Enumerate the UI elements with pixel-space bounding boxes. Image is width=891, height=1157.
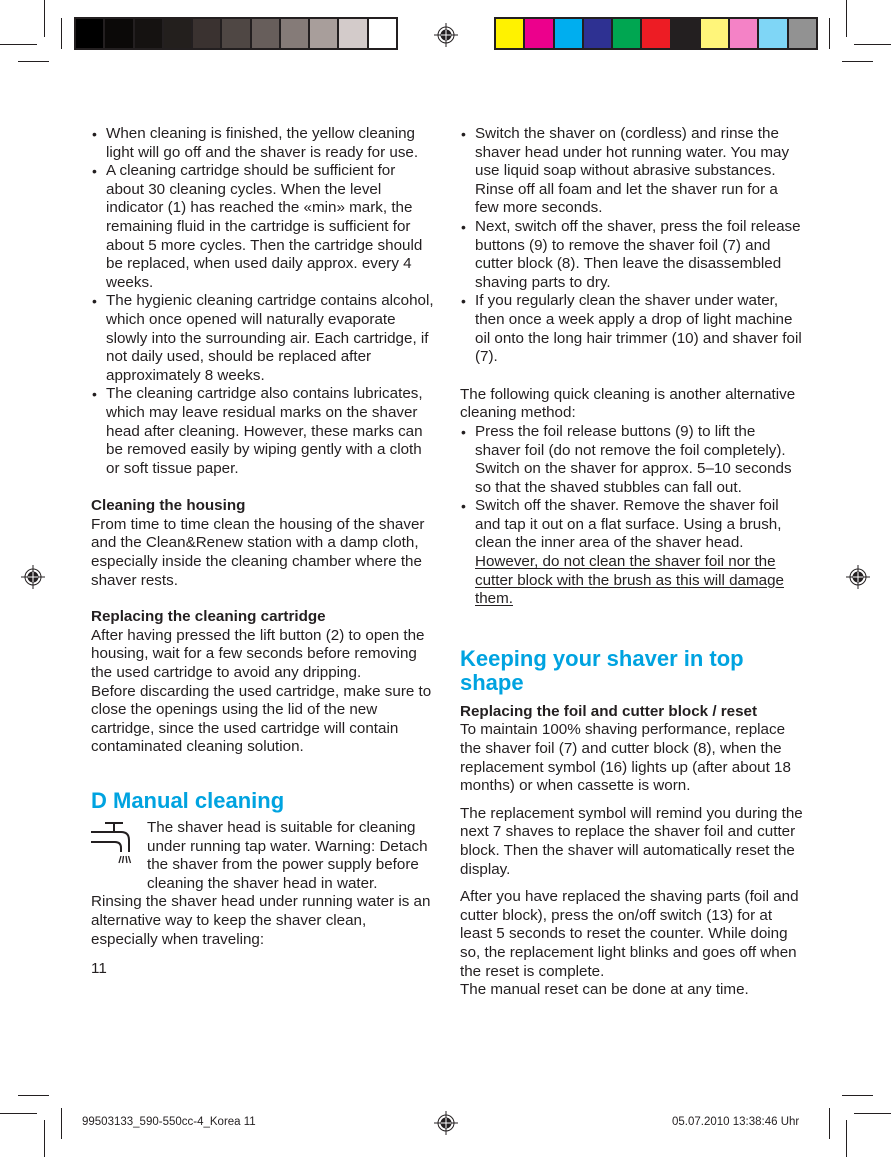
color-swatch [308, 19, 337, 48]
tap-water-text: The shaver head is suitable for cleaning under running tap water. Warning: Detach the shaver from the power supply before cleaning the shaver head in water. [147, 819, 428, 892]
color-swatch [76, 19, 103, 48]
color-swatch [250, 19, 279, 48]
cartridge-text-1: After having pressed the lift button (2) to open the housing, wait for a few seconds before removing the used cartridge to avoid any dripping. [91, 626, 425, 682]
rinse-steps-list [460, 125, 805, 367]
list-item: • When cleaning is finished, the yellow cleaning light will go off and the shaver is ready for use. [91, 125, 436, 162]
crop-mark [854, 1113, 891, 1114]
color-swatch [279, 19, 308, 48]
color-calibration-bar [494, 17, 818, 50]
crop-mark [44, 0, 45, 37]
list-item [460, 497, 805, 609]
color-swatch [191, 19, 220, 48]
manual-cleaning-heading: D Manual cleaning [91, 788, 285, 813]
registration-mark-icon [433, 22, 459, 48]
crop-mark [846, 0, 847, 37]
manual-reset-text: The manual reset can be done at any time. [460, 981, 749, 999]
cartridge-heading: Replacing the cleaning cartridge [91, 608, 326, 626]
cleaning-notes-list [91, 125, 436, 478]
color-swatch [582, 19, 611, 48]
color-swatch [728, 19, 757, 48]
color-swatch [757, 19, 786, 48]
keeping-shape-heading: Keeping your shaver in top shape [460, 645, 744, 695]
list-item: • Switch the shaver on (cordless) and rinse the shaver head under hot running water. You may use liquid soap without abrasive substances. Rinse off all foam and let the shaver run for a few more seconds. [460, 125, 805, 218]
crop-mark [854, 44, 891, 45]
housing-heading: Cleaning the housing [91, 497, 246, 515]
replacing-foil-heading: Replacing the foil and cutter block / reset [460, 702, 758, 720]
color-swatch [220, 19, 249, 48]
crop-mark [18, 1095, 49, 1096]
color-swatch [162, 19, 191, 48]
color-swatch [133, 19, 162, 48]
crop-mark [18, 61, 49, 62]
crop-mark [61, 1108, 62, 1139]
color-swatch [670, 19, 699, 48]
tap-water-note [91, 819, 436, 893]
crop-mark [842, 61, 873, 62]
reset-text: After you have replaced the shaving parts (foil and cutter block), press the on/off switch (13) for at least 5 seconds to reset the counter. While doing so, the replacement light blinks and goes off when the reset is complete. [460, 888, 799, 980]
list-item: • A cleaning cartridge should be sufficient for about 30 cleaning cycles. When the level indicator (1) has reached the «min» mark, the remaining fluid in the cartridge is sufficient for about 5 more cycles. Then the cartridge should be replaced, when used daily approx. every 4 weeks. [91, 162, 436, 292]
list-item: • Next, switch off the shaver, press the foil release buttons (9) to remove the shaver foil (7) and cutter block (8). Then leave the disassembled shaving parts to dry. [460, 218, 805, 292]
tap-water-icon [91, 820, 137, 864]
list-item: • Press the foil release buttons (9) to lift the shaver foil (do not remove the foil completely). Switch on the shaver for approx. 5–10 seconds so that the shaved stubbles can fall out. [460, 423, 805, 497]
crop-mark [842, 1095, 873, 1096]
replacing-foil-text: To maintain 100% shaving performance, replace the shaver foil (7) and cutter block (8), when the replacement symbol (16) lights up (after about 18 months) or when cassette is worn. [460, 721, 791, 795]
color-swatch [103, 19, 132, 48]
registration-mark-icon [845, 564, 871, 590]
left-column [91, 125, 436, 979]
cartridge-text-2: Before discarding the used cartridge, make sure to close the openings using the lid of the new cartridge, since the used cartridge will contain contaminated cleaning solution. [91, 682, 432, 756]
color-swatch [553, 19, 582, 48]
crop-mark [829, 1108, 830, 1139]
crop-mark [0, 44, 37, 45]
color-swatch [699, 19, 728, 48]
color-swatch [367, 19, 396, 48]
page-number: 11 [91, 960, 107, 978]
quick-cleaning-list [460, 423, 805, 609]
housing-text: From time to time clean the housing of the shaver and the Clean&Renew station with a damp cloth, especially inside the cleaning chamber where the shaver rests. [91, 515, 425, 589]
color-swatch [640, 19, 669, 48]
crop-mark [829, 18, 830, 49]
right-column [460, 125, 805, 1000]
registration-mark-icon [20, 564, 46, 590]
grayscale-calibration-bar [74, 17, 398, 50]
color-swatch [337, 19, 366, 48]
color-swatch [523, 19, 552, 48]
color-swatch [611, 19, 640, 48]
registration-mark-icon [433, 1110, 459, 1136]
manual-cleaning-text: Rinsing the shaver head under running water is an alternative way to keep the shaver clean, especially when traveling: [91, 893, 431, 948]
list-item: • The cleaning cartridge also contains lubricates, which may leave residual marks on the shaver head after cleaning. However, these marks can be removed easily by wiping gently with a cloth or soft tissue paper. [91, 385, 436, 478]
list-item: • The hygienic cleaning cartridge contains alcohol, which once opened will naturally evaporate slowly into the surrounding air. Each cartridge, if not daily used, should be replaced after approximately 8 weeks. [91, 292, 436, 385]
quick-cleaning-intro: The following quick cleaning is another alternative cleaning method: [460, 385, 796, 422]
list-item: • If you regularly clean the shaver under water, then once a week apply a drop of light machine oil onto the long hair trimmer (10) and shaver foil (7). [460, 292, 805, 366]
slug-file-info: 99503133_590-550cc-4_Korea 11 [82, 1116, 256, 1128]
color-swatch [496, 19, 523, 48]
brush-warning: However, do not clean the shaver foil nor the cutter block with the brush as this will damage them. [475, 553, 784, 608]
crop-mark [0, 1113, 37, 1114]
replacement-symbol-text: The replacement symbol will remind you during the next 7 shaves to replace the shaver foil and cutter block. Then the shaver will automatically reset the display. [460, 804, 803, 878]
color-swatch [787, 19, 816, 48]
crop-mark [846, 1120, 847, 1157]
quick-step-text: Switch off the shaver. Remove the shaver foil and tap it out on a flat surface. Using a brush, clean the inner area of the shaver head. [475, 497, 782, 552]
crop-mark [61, 18, 62, 49]
crop-mark [44, 1120, 45, 1157]
slug-timestamp: 05.07.2010 13:38:46 Uhr [672, 1116, 800, 1128]
